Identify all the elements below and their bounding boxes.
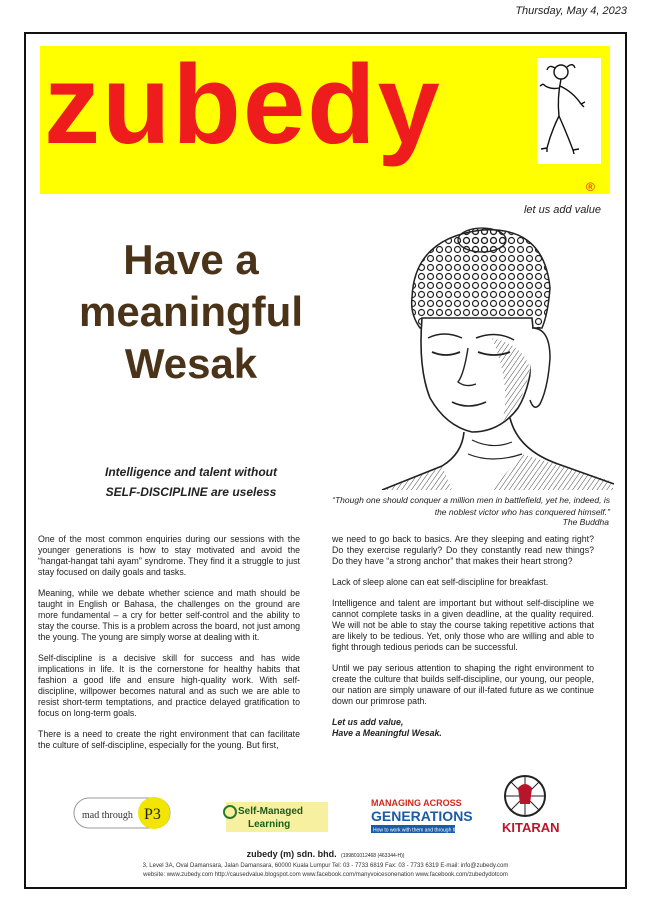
buddha-illustration bbox=[372, 218, 614, 490]
headline-line: Wesak bbox=[124, 340, 258, 387]
newsletter-frame bbox=[24, 32, 627, 889]
paragraph: Until we pay serious attention to shaping the right environment to create the culture that builds self-discipline, our young, our people, our nation are simply unaware of our ill-fated future as we continue down our primrose path. bbox=[332, 663, 594, 706]
signoff bbox=[332, 717, 594, 739]
article-column-left bbox=[38, 534, 300, 761]
p3-text: P3 bbox=[144, 806, 161, 823]
sml-line1: Self-Managed bbox=[238, 806, 304, 817]
mag-line2: GENERATIONS bbox=[371, 808, 473, 824]
tagline: let us add value bbox=[523, 204, 601, 216]
paragraph: we need to go back to basics. Are they sleeping and eating right? Do they exercise regularly? Do they constantly read new things? Do they have “a strong anchor” that makes their heart strong? bbox=[332, 534, 594, 566]
p3-logo bbox=[74, 797, 170, 829]
paragraph: Self-discipline is a decisive skill for success and has wide implications in life. It is the cornerstone for healthy habits that fashion a good life and ensure high-quality work. With self-discipline, willpower becomes natural and as such we are able to resist short-term temptations, and practice delayed gratification to focus on long-term goals. bbox=[38, 653, 300, 718]
mad-through-text: mad through bbox=[82, 810, 133, 821]
managing-across-generations-logo bbox=[371, 798, 473, 834]
mag-small: How to work with them and through them bbox=[373, 827, 464, 834]
buddha-quote: “Though one should conquer a million men in battlefield, yet he, indeed, is the noblest victor who has conquered himself.” bbox=[332, 495, 610, 517]
paragraph: Lack of sleep alone can eat self-discipline for breakfast. bbox=[332, 577, 549, 587]
brand-name: zubedy bbox=[44, 42, 442, 167]
brand-banner bbox=[40, 42, 610, 194]
subheadline bbox=[56, 462, 326, 502]
self-managed-learning-logo bbox=[224, 802, 328, 832]
footer bbox=[26, 844, 625, 880]
kitaran-text: KITARAN bbox=[502, 820, 560, 835]
headline-line: meaningful bbox=[78, 288, 303, 335]
partner-logos bbox=[26, 774, 625, 844]
registered-mark: ® bbox=[586, 180, 595, 194]
paragraph: There is a need to create the right environment that can facilitate the culture of self-discipline, especially for the young. But first, bbox=[38, 729, 300, 750]
signoff-line: Let us add value, bbox=[332, 717, 404, 727]
signoff-line: Have a Meaningful Wesak. bbox=[332, 728, 442, 738]
paragraph: Meaning, while we debate whether science and math should be taught in English or Bahasa, the challenges on the ground are more fundamental – a cry for better self-control and the ability to stay the course. This is a problem across the board, not just among the young. The young are simply worse at dealing with it. bbox=[38, 588, 300, 642]
sml-line2: Learning bbox=[248, 819, 291, 830]
mag-line1: MANAGING ACROSS bbox=[371, 798, 462, 808]
mascot-logo bbox=[537, 58, 601, 164]
article-column-right bbox=[332, 534, 594, 749]
company-name: zubedy (m) sdn. bhd. bbox=[246, 849, 337, 859]
stick-figure-icon bbox=[537, 58, 601, 164]
paragraph: One of the most common enquiries during our sessions with the younger generations is how to stay motivated and avoid the “hangat-hangat tahi ayam” syndrome. They find it a struggle to just stay focused on daily goals and tasks. bbox=[38, 534, 300, 577]
headline bbox=[36, 234, 346, 390]
company-web: website: www.zubedy.com http://causedvalue.blogspot.com www.facebook.com/manyvoicesonenation www.facebook.com/zubedydotcom bbox=[143, 872, 508, 878]
kitaran-logo bbox=[502, 776, 560, 835]
company-regno: (199801012468 (463344-H)) bbox=[341, 853, 405, 859]
quote-attribution: The Buddha bbox=[562, 517, 609, 527]
buddha-head-icon bbox=[372, 218, 614, 490]
date: Thursday, May 4, 2023 bbox=[515, 5, 627, 17]
subhead-line: Intelligence and talent without bbox=[104, 465, 277, 479]
company-address: 3, Level 3A, Oval Damansara, Jalan Damansara, 60000 Kuala Lumpur Tel: 03 - 7733 6819 Fax: 03 - 7733 6319 E-mail: info@zubedy.com bbox=[142, 863, 509, 869]
paragraph: Intelligence and talent are important but without self-discipline we cannot complete tasks in a given deadline, at the quality required. We will not be able to stay the course taking repetitive actions that are likely to be tedious. Yet, only those who are willing and able to fight through tedious periods can be successful. bbox=[332, 598, 594, 652]
logos-strip bbox=[26, 774, 625, 844]
headline-line: Have a bbox=[123, 236, 259, 283]
subhead-line: SELF-DISCIPLINE are useless bbox=[105, 485, 277, 499]
